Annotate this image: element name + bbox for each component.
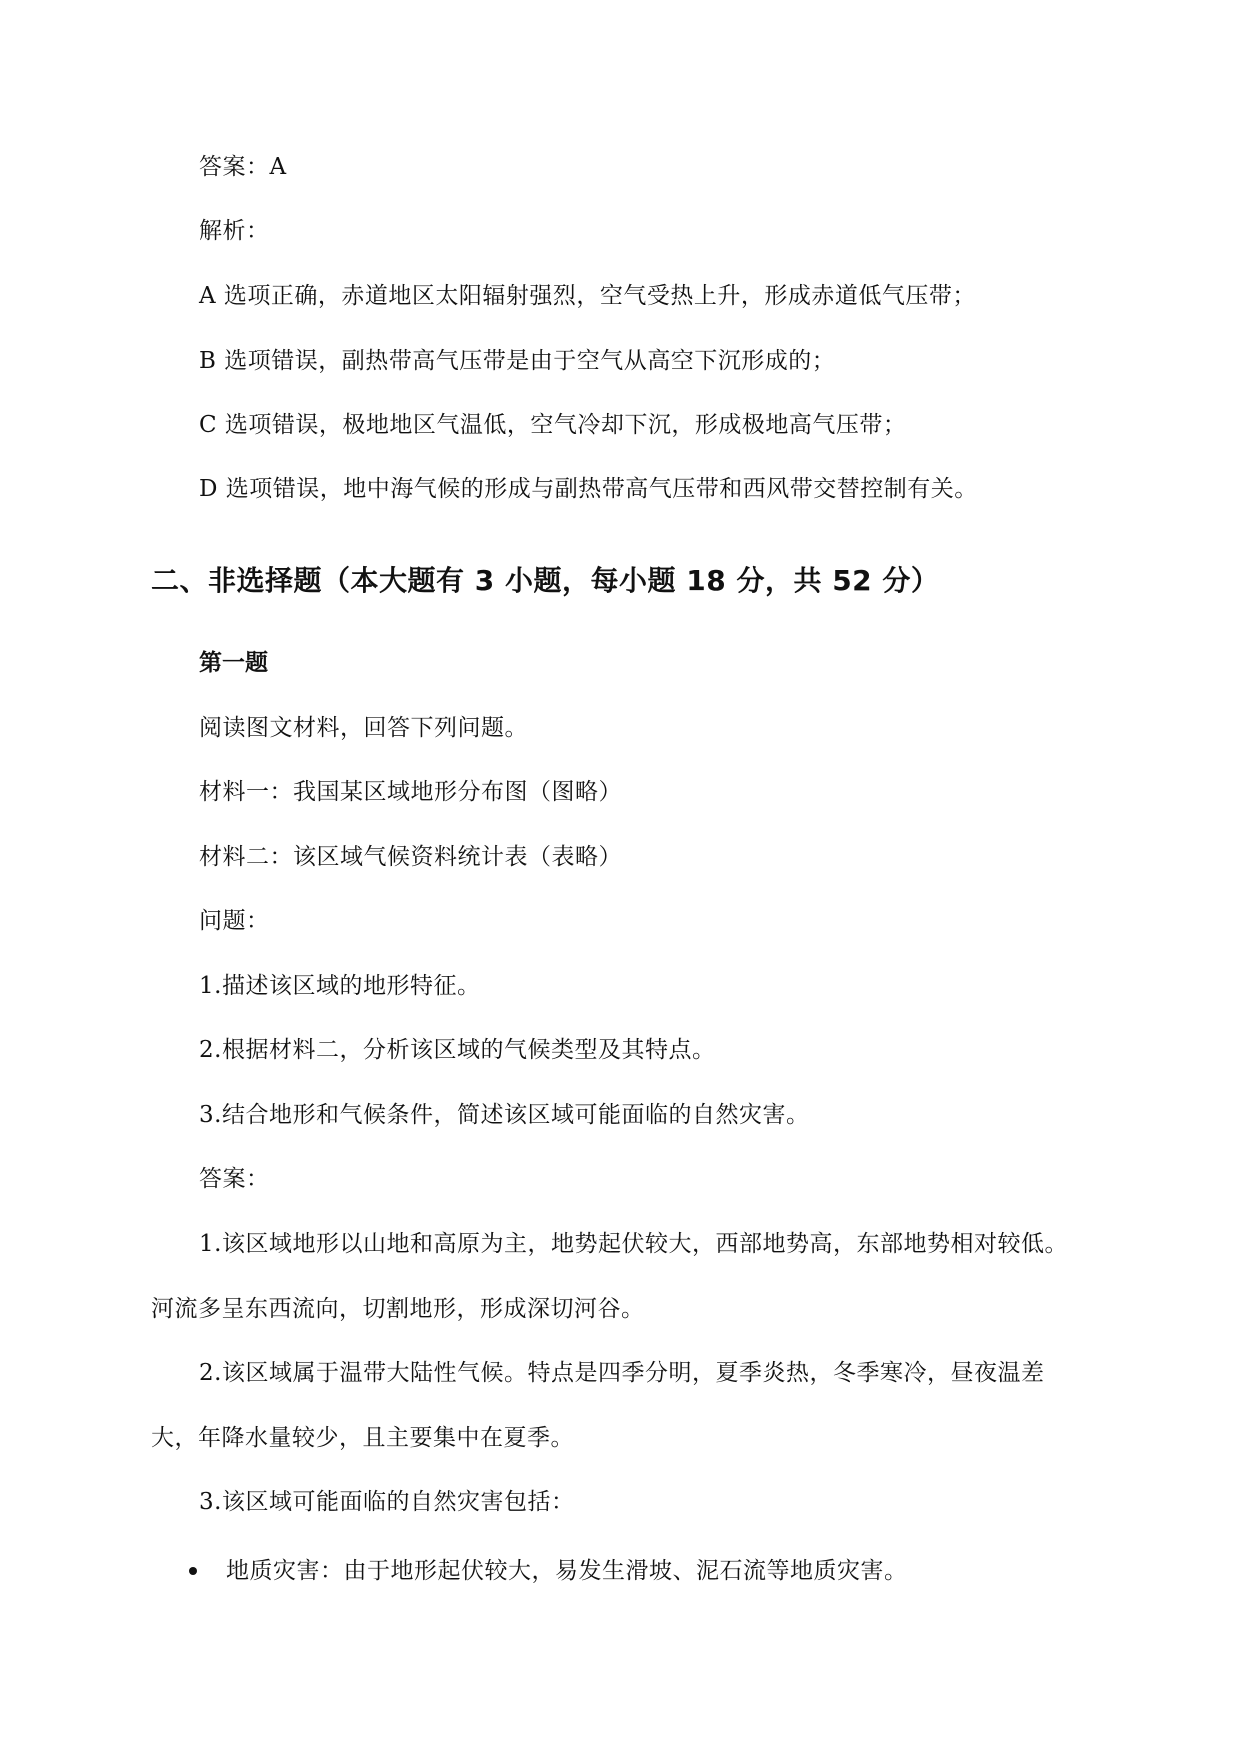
- list-item: 地质灾害：由于地形起伏较大，易发生滑坡、泥石流等地质灾害。: [226, 1558, 908, 1584]
- analysis-label: 解析：: [199, 218, 270, 244]
- question-title: 第一题: [199, 650, 268, 676]
- question-item: 3.结合地形和气候条件，简述该区域可能面临的自然灾害。: [199, 1102, 810, 1128]
- question-item: 1.描述该区域的地形特征。: [199, 973, 481, 999]
- material-one: 材料一：我国某区域地形分布图（图略）: [199, 779, 622, 805]
- question-intro: 阅读图文材料，回答下列问题。: [199, 715, 528, 741]
- bullet-icon: [189, 1567, 197, 1575]
- option-c-analysis: C 选项错误，极地地区气温低，空气冷却下沉，形成极地高气压带；: [199, 412, 907, 438]
- option-d-analysis: D 选项错误，地中海气候的形成与副热带高气压带和西风带交替控制有关。: [199, 476, 978, 502]
- answer-label: 答案：: [199, 1166, 270, 1192]
- answer-three-intro: 3.该区域可能面临的自然灾害包括：: [199, 1489, 575, 1515]
- option-b-analysis: B 选项错误，副热带高气压带是由于空气从高空下沉形成的；: [199, 348, 836, 374]
- answer-one-line-2: 河流多呈东西流向，切割地形，形成深切河谷。: [151, 1296, 645, 1322]
- answer-one-line-1: 1.该区域地形以山地和高原为主，地势起伏较大，西部地势高，东部地势相对较低。: [199, 1231, 1068, 1257]
- answer-line: 答案：A: [199, 154, 287, 180]
- answer-two-line-2: 大，年降水量较少，且主要集中在夏季。: [151, 1425, 574, 1451]
- question-item: 2.根据材料二，分析该区域的气候类型及其特点。: [199, 1037, 716, 1063]
- section-title: 二、非选择题（本大题有 3 小题，每小题 18 分，共 52 分）: [151, 564, 940, 597]
- answer-two-line-1: 2.该区域属于温带大陆性气候。特点是四季分明，夏季炎热，冬季寒冷，昼夜温差: [199, 1360, 1045, 1386]
- questions-label: 问题：: [199, 908, 270, 934]
- material-two: 材料二：该区域气候资料统计表（表略）: [199, 844, 622, 870]
- option-a-analysis: A 选项正确，赤道地区太阳辐射强烈，空气受热上升，形成赤道低气压带；: [199, 283, 976, 309]
